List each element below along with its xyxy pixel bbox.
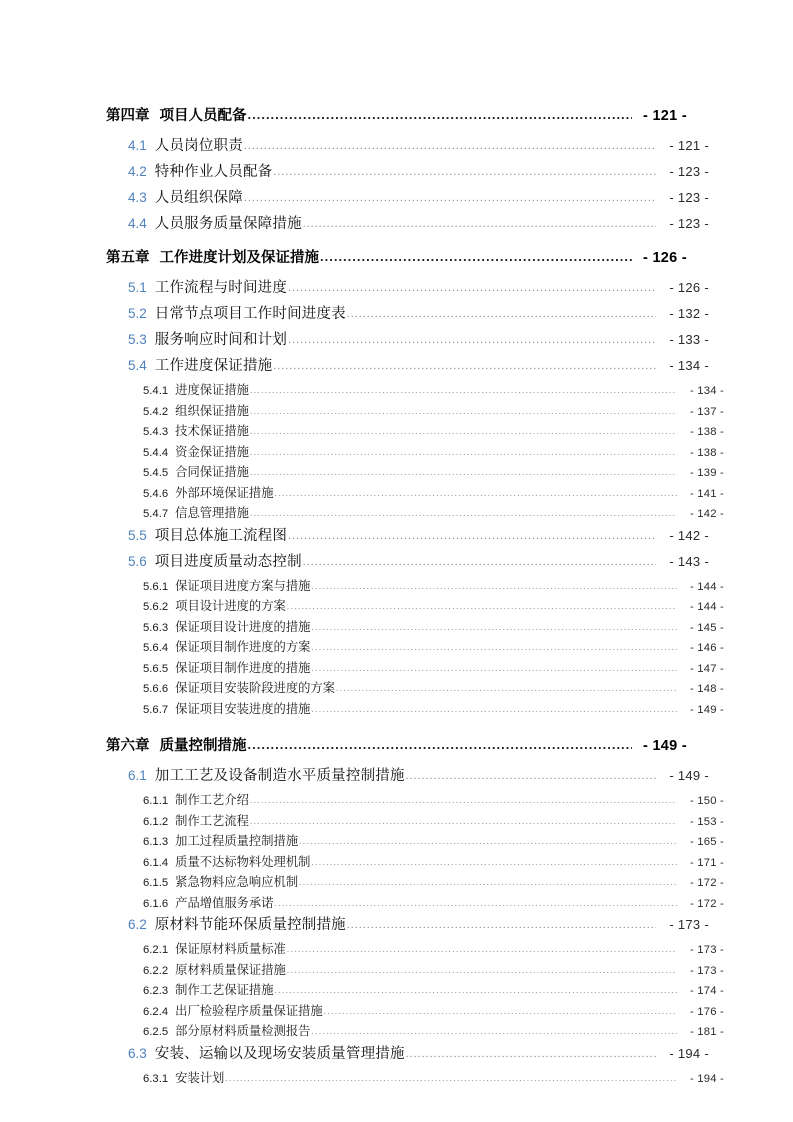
- toc-entry-title: 出厂检验程序质量保证措施: [175, 1003, 323, 1018]
- toc-dot-leader: [250, 449, 677, 459]
- toc-entry-page-number: - 148 -: [689, 683, 724, 695]
- toc-entry-title: 资金保证措施: [175, 444, 249, 459]
- toc-entry-page-number: - 172 -: [689, 897, 724, 910]
- toc-entry-level-3[interactable]: [106, 699, 724, 720]
- toc-dot-leader: [250, 797, 677, 807]
- toc-entry-title: 制作工艺流程: [175, 813, 249, 828]
- toc-entry-level-3[interactable]: [106, 811, 724, 832]
- toc-dot-leader: [311, 1028, 677, 1038]
- toc-entry-page-number: - 165 -: [689, 836, 724, 848]
- toc-entry-number: 5.4.4: [143, 446, 169, 459]
- toc-entry-page-number: - 194 -: [689, 1072, 724, 1085]
- toc-entry-level-3[interactable]: [106, 939, 724, 960]
- toc-dot-leader: [250, 469, 677, 479]
- toc-entry-level-2[interactable]: [106, 913, 709, 939]
- toc-entry-number: 5.4.6: [143, 487, 169, 500]
- toc-entry-page-number: - 123 -: [669, 216, 709, 231]
- table-of-contents: [106, 96, 724, 1088]
- toc-entry-title: 保证项目进度方案与措施: [175, 578, 311, 593]
- toc-dot-leader: [311, 583, 677, 593]
- toc-entry-number: 5.6.1: [143, 580, 169, 593]
- toc-entry-title: 人员岗位职责: [154, 138, 243, 154]
- toc-entry-title: 制作工艺保证措施: [175, 983, 274, 997]
- toc-entry-title: 项目设计进度的方案: [175, 599, 286, 613]
- toc-entry-level-3[interactable]: [106, 421, 724, 442]
- toc-entry-title: 质量不达标物料处理机制: [175, 854, 311, 869]
- toc-entry-number: 4.3: [128, 190, 147, 205]
- toc-entry-number: 6.3: [128, 1045, 147, 1061]
- toc-entry-page-number: - 143 -: [669, 553, 709, 569]
- toc-entry-level-1[interactable]: [106, 726, 687, 764]
- toc-entry-title: 保证原材料质量标准: [175, 942, 286, 956]
- toc-entry-page-number: - 173 -: [689, 944, 724, 956]
- toc-entry-level-3[interactable]: [106, 503, 724, 524]
- toc-dot-leader: [273, 361, 656, 373]
- toc-dot-leader: [320, 250, 632, 265]
- toc-entry-level-3[interactable]: [106, 380, 724, 401]
- toc-entry-page-number: - 173 -: [689, 964, 724, 977]
- toc-entry-title: 进度保证措施: [175, 383, 249, 397]
- toc-entry-number: 5.6.3: [143, 621, 169, 634]
- toc-entry-level-3[interactable]: [106, 790, 724, 811]
- toc-entry-page-number: - 171 -: [689, 856, 724, 869]
- toc-entry-title: 保证项目设计进度的措施: [175, 619, 311, 634]
- toc-entry-title: 原材料质量保证措施: [175, 962, 286, 977]
- toc-entry-page-number: - 172 -: [689, 877, 724, 889]
- toc-dot-leader: [275, 490, 677, 500]
- toc-dot-leader: [311, 665, 677, 675]
- toc-entry-level-3[interactable]: [106, 852, 724, 873]
- toc-entry-title: 组织保证措施: [175, 403, 249, 418]
- toc-entry-number: 5.6.5: [143, 662, 169, 675]
- toc-entry-title: 加工过程质量控制措施: [175, 834, 299, 848]
- toc-entry-number: 6.1.5: [143, 877, 169, 889]
- toc-dot-leader: [303, 557, 656, 569]
- toc-entry-page-number: - 145 -: [689, 621, 724, 634]
- toc-entry-title: 紧急物料应急响应机制: [175, 875, 299, 889]
- toc-entry-title: 信息管理措施: [175, 506, 249, 520]
- toc-entry-level-2[interactable]: [106, 186, 709, 212]
- toc-entry-title: 技术保证措施: [175, 424, 249, 438]
- toc-entry-level-3[interactable]: [106, 1021, 724, 1042]
- toc-entry-number: 6.2.1: [143, 944, 169, 956]
- toc-entry-page-number: - 150 -: [689, 795, 724, 807]
- toc-entry-number: 6.1.2: [143, 815, 169, 828]
- toc-dot-leader: [311, 624, 677, 634]
- toc-entry-page-number: - 181 -: [689, 1026, 724, 1038]
- toc-entry-title: 工作流程与时间进度: [154, 280, 288, 296]
- toc-entry-number: 5.6.7: [143, 703, 169, 716]
- toc-entry-page-number: - 126 -: [669, 280, 709, 295]
- toc-entry-page-number: - 146 -: [689, 642, 724, 654]
- toc-entry-level-1[interactable]: [106, 96, 687, 134]
- toc-entry-number: 5.3: [128, 332, 147, 347]
- toc-entry-level-2[interactable]: [106, 276, 709, 302]
- toc-entry-page-number: - 153 -: [689, 815, 724, 828]
- toc-entry-level-3[interactable]: [106, 980, 724, 1001]
- toc-entry-page-number: - 132 -: [669, 306, 709, 321]
- toc-entry-page-number: - 149 -: [669, 768, 709, 783]
- toc-dot-leader: [299, 838, 677, 848]
- toc-entry-title: 保证项目安装阶段进度的方案: [175, 681, 336, 695]
- toc-entry-page-number: - 194 -: [669, 1045, 709, 1061]
- toc-dot-leader: [299, 879, 677, 889]
- toc-entry-title: 合同保证措施: [175, 465, 249, 479]
- toc-entry-level-2[interactable]: [106, 1042, 709, 1068]
- toc-entry-number: 5.4.1: [143, 385, 169, 397]
- toc-entry-title: 保证项目安装进度的措施: [175, 701, 311, 716]
- toc-dot-leader: [324, 1008, 677, 1018]
- toc-entry-level-2[interactable]: [106, 302, 709, 328]
- toc-entry-page-number: - 144 -: [689, 601, 724, 613]
- toc-dot-leader: [275, 987, 677, 997]
- toc-entry-number: 6.3.1: [143, 1072, 169, 1085]
- toc-entry-number: 4.1: [128, 138, 147, 153]
- toc-entry-level-3[interactable]: [106, 576, 724, 597]
- toc-entry-level-2[interactable]: [106, 354, 709, 380]
- toc-entry-title: 产品增值服务承诺: [175, 895, 274, 910]
- toc-entry-number: 5.4.3: [143, 426, 169, 438]
- toc-entry-number: 5.5: [128, 527, 147, 543]
- toc-dot-leader: [347, 309, 656, 321]
- toc-entry-title: 特种作业人员配备: [154, 164, 273, 180]
- toc-entry-level-2[interactable]: [106, 550, 709, 576]
- toc-entry-number: 5.4.7: [143, 508, 169, 520]
- toc-entry-level-3[interactable]: [106, 831, 724, 852]
- toc-dot-leader: [248, 108, 633, 123]
- toc-dot-leader: [311, 644, 677, 654]
- toc-entry-page-number: - 138 -: [689, 446, 724, 459]
- toc-entry-page-number: - 126 -: [642, 250, 687, 266]
- toc-entry-level-3[interactable]: [106, 893, 724, 914]
- toc-entry-page-number: - 134 -: [689, 385, 724, 397]
- toc-entry-title: 安装计划: [175, 1070, 225, 1085]
- toc-entry-title: 安装、运输以及现场安装质量管理措施: [154, 1045, 405, 1062]
- toc-entry-title: 项目总体施工流程图: [154, 527, 288, 544]
- toc-entry-level-3[interactable]: [106, 678, 724, 699]
- toc-dot-leader: [406, 771, 656, 783]
- toc-entry-title: 保证项目制作进度的方案: [175, 640, 311, 654]
- toc-entry-title: 日常节点项目工作时间进度表: [154, 306, 346, 322]
- toc-entry-title: 加工工艺及设备制造水平质量控制措施: [154, 768, 405, 784]
- toc-entry-number: 5.4.2: [143, 405, 169, 418]
- toc-entry-page-number: - 174 -: [689, 985, 724, 997]
- toc-entry-level-3[interactable]: [106, 617, 724, 638]
- toc-dot-leader: [406, 1049, 656, 1061]
- toc-dot-leader: [303, 219, 656, 231]
- toc-entry-title: 原材料节能环保质量控制措施: [154, 917, 346, 933]
- toc-entry-number: 6.1.6: [143, 897, 169, 910]
- toc-entry-level-2[interactable]: [106, 212, 709, 238]
- toc-entry-number: 4.4: [128, 216, 147, 231]
- toc-entry-page-number: - 121 -: [669, 138, 709, 153]
- toc-dot-leader: [248, 738, 633, 753]
- toc-entry-page-number: - 176 -: [689, 1005, 724, 1018]
- toc-entry-level-3[interactable]: [106, 872, 724, 893]
- toc-entry-title: 项目进度质量动态控制: [154, 553, 302, 570]
- toc-entry-page-number: - 142 -: [689, 508, 724, 520]
- toc-dot-leader: [250, 818, 677, 828]
- toc-entry-number: 6.1.4: [143, 856, 169, 869]
- toc-entry-page-number: - 149 -: [689, 703, 724, 716]
- toc-entry-number: 6.1.3: [143, 836, 169, 848]
- toc-entry-level-2[interactable]: [106, 524, 709, 550]
- toc-entry-level-3[interactable]: [106, 401, 724, 422]
- toc-entry-page-number: - 138 -: [689, 426, 724, 438]
- toc-dot-leader: [250, 428, 677, 438]
- toc-entry-level-3[interactable]: [106, 596, 724, 617]
- toc-entry-number: 6.1: [128, 768, 147, 783]
- toc-entry-level-2[interactable]: [106, 134, 709, 160]
- toc-dot-leader: [275, 900, 677, 910]
- toc-entry-number: 4.2: [128, 164, 147, 179]
- toc-entry-title: 人员服务质量保障措施: [154, 216, 302, 232]
- toc-entry-number: 5.4.5: [143, 467, 169, 479]
- toc-entry-page-number: - 123 -: [669, 164, 709, 179]
- toc-entry-level-2[interactable]: [106, 764, 709, 790]
- toc-entry-level-3[interactable]: [106, 442, 724, 463]
- toc-entry-page-number: - 173 -: [669, 917, 709, 932]
- toc-dot-leader: [287, 603, 677, 613]
- toc-entry-level-3[interactable]: [106, 658, 724, 679]
- toc-entry-page-number: - 147 -: [689, 662, 724, 675]
- toc-entry-level-3[interactable]: [106, 1001, 724, 1022]
- toc-entry-page-number: - 139 -: [689, 467, 724, 479]
- toc-entry-level-3[interactable]: [106, 637, 724, 658]
- toc-entry-number: 第五章: [106, 250, 150, 266]
- toc-entry-page-number: - 137 -: [689, 405, 724, 418]
- toc-entry-number: 5.1: [128, 280, 147, 295]
- toc-entry-number: 5.6.6: [143, 683, 169, 695]
- toc-dot-leader: [311, 859, 677, 869]
- toc-entry-title: 项目人员配备: [159, 108, 247, 124]
- toc-entry-number: 6.2.3: [143, 985, 169, 997]
- toc-entry-title: 外部环境保证措施: [175, 485, 274, 500]
- toc-dot-leader: [288, 335, 656, 347]
- toc-entry-level-2[interactable]: [106, 160, 709, 186]
- toc-entry-page-number: - 142 -: [669, 527, 709, 543]
- toc-entry-page-number: - 133 -: [669, 332, 709, 347]
- toc-dot-leader: [288, 531, 656, 543]
- toc-entry-number: 第六章: [106, 738, 150, 754]
- toc-entry-title: 保证项目制作进度的措施: [175, 660, 311, 675]
- toc-entry-page-number: - 141 -: [689, 487, 724, 500]
- toc-entry-level-3[interactable]: [106, 1068, 724, 1089]
- toc-dot-leader: [244, 141, 656, 153]
- toc-entry-page-number: - 121 -: [642, 108, 687, 124]
- toc-entry-title: 服务响应时间和计划: [154, 332, 288, 348]
- toc-entry-title: 工作进度计划及保证措施: [159, 250, 319, 266]
- toc-dot-leader: [287, 967, 677, 977]
- toc-entry-title: 制作工艺介绍: [175, 793, 249, 807]
- toc-entry-number: 5.2: [128, 306, 147, 321]
- toc-entry-level-3[interactable]: [106, 483, 724, 504]
- toc-dot-leader: [311, 706, 677, 716]
- toc-dot-leader: [250, 510, 677, 520]
- toc-entry-number: 6.2: [128, 917, 147, 932]
- toc-entry-title: 质量控制措施: [159, 738, 247, 754]
- toc-entry-number: 6.2.4: [143, 1005, 169, 1018]
- toc-entry-page-number: - 134 -: [669, 358, 709, 373]
- toc-dot-leader: [225, 1075, 677, 1085]
- toc-entry-number: 5.6.4: [143, 642, 169, 654]
- toc-entry-page-number: - 123 -: [669, 190, 709, 205]
- toc-entry-number: 6.2.5: [143, 1026, 169, 1038]
- toc-entry-level-1[interactable]: [106, 238, 687, 276]
- toc-entry-page-number: - 144 -: [689, 580, 724, 593]
- toc-dot-leader: [347, 920, 656, 932]
- toc-entry-number: 6.2.2: [143, 964, 169, 977]
- toc-entry-number: 5.6.2: [143, 601, 169, 613]
- toc-entry-number: 5.4: [128, 358, 147, 373]
- toc-entry-number: 6.1.1: [143, 795, 169, 807]
- toc-entry-title: 人员组织保障: [154, 190, 243, 206]
- toc-entry-level-3[interactable]: [106, 960, 724, 981]
- toc-dot-leader: [287, 946, 677, 956]
- toc-dot-leader: [288, 283, 656, 295]
- toc-dot-leader: [250, 408, 677, 418]
- toc-dot-leader: [244, 193, 656, 205]
- toc-entry-number: 5.6: [128, 553, 147, 569]
- toc-entry-level-2[interactable]: [106, 328, 709, 354]
- toc-entry-number: 第四章: [106, 108, 150, 124]
- toc-entry-title: 工作进度保证措施: [154, 358, 273, 374]
- toc-dot-leader: [250, 387, 677, 397]
- toc-dot-leader: [336, 685, 677, 695]
- toc-dot-leader: [273, 167, 656, 179]
- toc-entry-level-3[interactable]: [106, 462, 724, 483]
- toc-entry-page-number: - 149 -: [642, 738, 687, 754]
- toc-entry-title: 部分原材料质量检测报告: [175, 1024, 311, 1038]
